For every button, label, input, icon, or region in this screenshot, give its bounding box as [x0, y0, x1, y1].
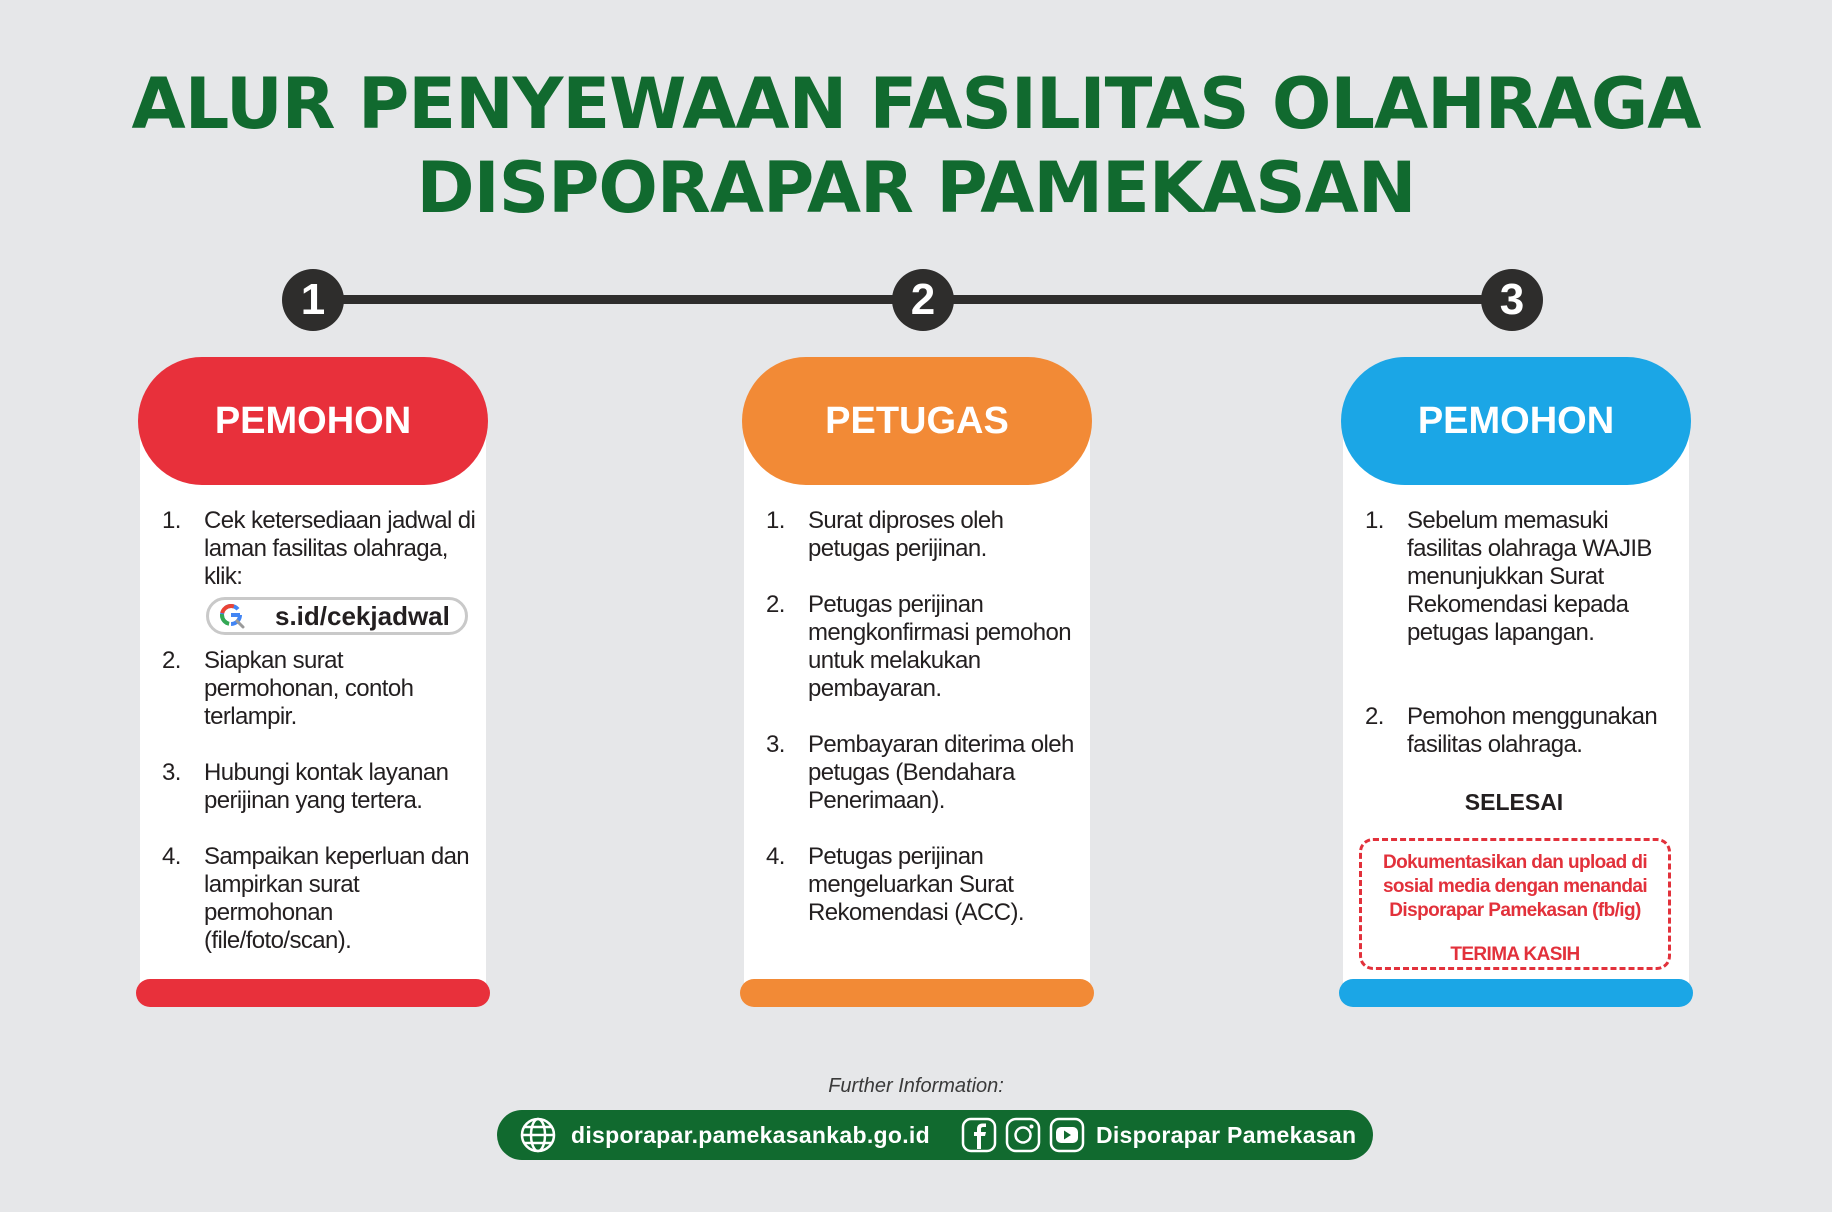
step-list	[1365, 507, 1685, 759]
list-item: 1. Surat diproses oleh petugas perijinan.	[766, 507, 1004, 562]
step-list	[766, 507, 1086, 927]
title-line-2: DISPORAPAR PAMEKASAN	[416, 147, 1416, 229]
further-information-label: Further Information:	[828, 1075, 1004, 1097]
list-item: 2. Siapkan surat permohonan, contoh terlampir.	[162, 647, 414, 730]
card-header: PEMOHON	[1341, 357, 1691, 485]
card-footer-bar	[1339, 979, 1693, 1007]
card-pemohon-start	[138, 357, 488, 1007]
list-item: 3. Pembayaran diterima oleh petugas (Bendahara Penerimaan).	[766, 731, 1074, 814]
thanks-text: TERIMA KASIH	[1450, 944, 1580, 965]
list-item: 2. Pemohon menggunakan fasilitas olahraga.	[1365, 703, 1658, 758]
website-link[interactable]: disporapar.pamekasankab.go.id	[571, 1121, 930, 1148]
title-line-1: ALUR PENYEWAAN FASILITAS OLAHRAGA	[131, 63, 1701, 145]
step-1-marker: 1	[282, 269, 344, 331]
list-item: 1. Sebelum memasuki fasilitas olahraga WAJIB menunjukkan Surat Rekomendasi kepada petugas lapangan.	[1365, 507, 1652, 646]
globe-icon	[519, 1116, 557, 1154]
schedule-link-button[interactable]	[206, 597, 468, 635]
card-petugas	[742, 357, 1092, 1007]
step-3-marker: 3	[1481, 269, 1543, 331]
card-header: PEMOHON	[138, 357, 488, 485]
done-label: SELESAI	[1464, 789, 1564, 815]
card-footer-bar	[136, 979, 490, 1007]
card-pemohon-end	[1341, 357, 1691, 1007]
list-item: 4. Petugas perijinan mengeluarkan Surat Rekomendasi (ACC).	[766, 843, 1024, 926]
schedule-link-label: s.id/cekjadwal	[275, 601, 450, 631]
step-2-marker: 2	[892, 269, 954, 331]
contact-bar	[497, 1110, 1373, 1160]
social-media-note	[1359, 838, 1671, 970]
google-icon	[219, 603, 245, 629]
page-title	[0, 62, 1832, 230]
instagram-icon[interactable]	[1004, 1116, 1042, 1154]
list-item: 4. Sampaikan keperluan dan lampirkan surat permohonan (file/foto/scan).	[162, 843, 470, 954]
social-handle[interactable]: Disporapar Pamekasan	[1095, 1121, 1357, 1148]
youtube-icon[interactable]	[1048, 1116, 1086, 1154]
card-header: PETUGAS	[742, 357, 1092, 485]
step-list	[162, 507, 482, 955]
list-item: 1. Cek ketersediaan jadwal di laman fasilitas olahraga, klik: s.id/cekjadwal	[162, 507, 482, 635]
card-footer-bar	[740, 979, 1094, 1007]
facebook-icon[interactable]	[960, 1116, 998, 1154]
list-item: 3. Hubungi kontak layanan perijinan yang tertera.	[162, 759, 449, 814]
note-text: Dokumentasikan dan upload di sosial media dengan menandai Disporapar Pamekasan (fb/ig)	[1382, 852, 1648, 921]
list-item: 2. Petugas perijinan mengkonfirmasi pemohon untuk melakukan pembayaran.	[766, 591, 1071, 702]
